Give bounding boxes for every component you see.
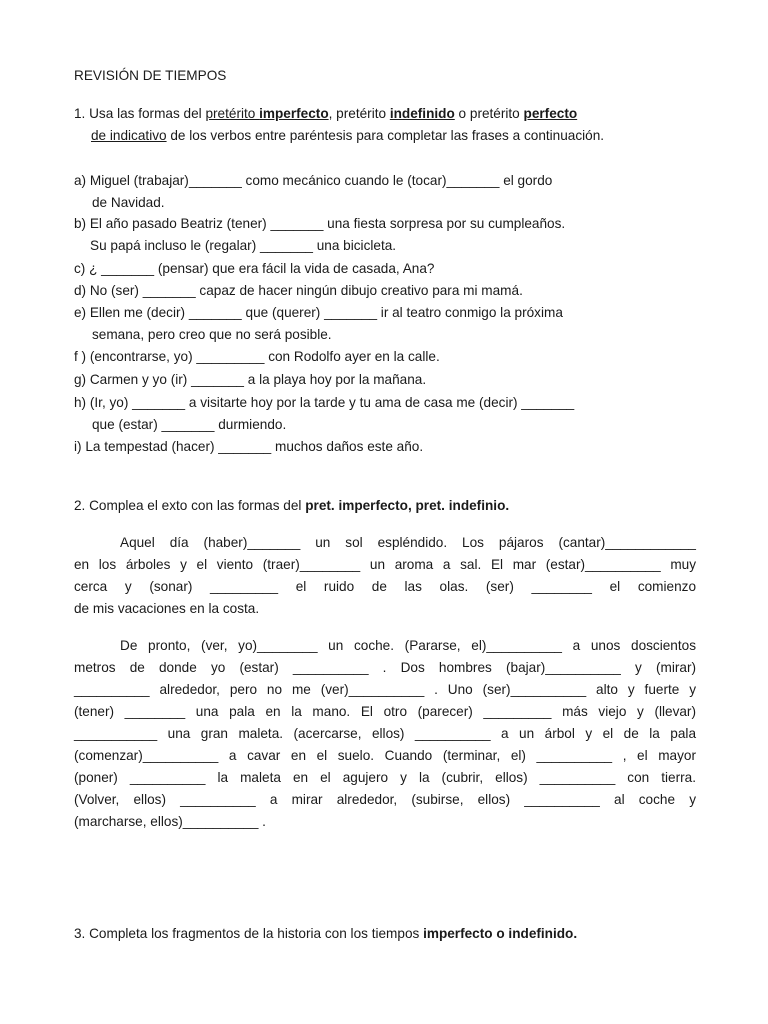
exercise-item-e: e) Ellen me (decir) _______ que (querer) _______ ir al teatro conmigo la próxima <box>74 305 563 320</box>
paragraph-line: metros de donde yo (estar) __________ . Dos hombres (bajar)__________ y (mirar) <box>74 660 696 675</box>
exercise-item-b-continued: Su papá incluso le (regalar) _______ una bicicleta. <box>90 238 397 253</box>
section2-heading: 2. Complea el exto con las formas del pret. imperfecto, pret. indefinio. <box>74 498 510 513</box>
paragraph-line: (poner) __________ la maleta en el agujero y la (cubrir, ellos) __________ con tierra. <box>74 770 696 785</box>
section2-heading-bold: pret. imperfecto, pret. indefinio. <box>305 498 510 513</box>
underlined-term: pretérito imperfecto <box>205 106 329 121</box>
paragraph-line: ___________ una gran maleta. (acercarse, ellos) __________ a un árbol y el de la pala <box>74 726 696 741</box>
section3-heading-bold: imperfecto o indefinido. <box>423 926 578 941</box>
underlined-term: indefinido <box>389 106 455 121</box>
exercise-item-e-continued: semana, pero creo que no será posible. <box>92 327 332 342</box>
paragraph-line: De pronto, (ver, yo)________ un coche. (Pararse, el)__________ a unos doscientos <box>120 638 696 653</box>
paragraph-line: cerca y (sonar) _________ el ruido de las olas. (ser) ________ el comienzo <box>74 579 696 594</box>
exercise-item-a: a) Miguel (trabajar)_______ como mecánico cuando le (tocar)_______ el gordo <box>74 173 553 188</box>
exercise-item-h-continued: que (estar) _______ durmiendo. <box>92 417 287 432</box>
paragraph-line: de mis vacaciones en la costa. <box>74 601 260 616</box>
exercise-item-i: i) La tempestad (hacer) _______ muchos daños este año. <box>74 439 424 454</box>
section1-instruction-line1: 1. Usa las formas del pretérito imperfecto, pretérito indefinido o pretérito perfecto <box>74 106 578 121</box>
exercise-item-b: b) El año pasado Beatriz (tener) _______ una fiesta sorpresa por su cumpleaños. <box>74 216 566 231</box>
section1-instruction-line2: de indicativo de los verbos entre paréntesis para completar las frases a continuación. <box>91 128 605 143</box>
paragraph-line: (comenzar)__________ a cavar en el suelo. Cuando (terminar, el) __________ , el mayor <box>74 748 696 763</box>
underlined-term: perfecto <box>523 106 578 121</box>
paragraph-line: (marcharse, ellos)__________ . <box>74 814 266 829</box>
exercise-item-g: g) Carmen y yo (ir) _______ a la playa hoy por la mañana. <box>74 372 427 387</box>
page-title: REVISIÓN DE TIEMPOS <box>74 68 227 83</box>
paragraph-line: en los árboles y el viento (traer)________ un aroma a sal. El mar (estar)__________ muy <box>74 557 696 572</box>
paragraph-line: Aquel día (haber)_______ un sol espléndido. Los pájaros (cantar)____________ <box>120 535 696 550</box>
paragraph-line: (tener) ________ una pala en la mano. El otro (parecer) _________ más viejo y (llevar) <box>74 704 696 719</box>
exercise-item-d: d) No (ser) _______ capaz de hacer ningún dibujo creativo para mi mamá. <box>74 283 523 298</box>
instruction-text: 1. Usa las formas del <box>74 106 206 121</box>
section3-heading: 3. Completa los fragmentos de la historia con los tiempos imperfecto o indefinido. <box>74 926 578 941</box>
exercise-item-f: f ) (encontrarse, yo) _________ con Rodolfo ayer en la calle. <box>74 349 440 364</box>
underlined-term: de indicativo <box>91 128 167 143</box>
paragraph-line: __________ alrededor, pero no me (ver)__________ . Uno (ser)__________ alto y fuerte y <box>74 682 696 697</box>
paragraph-line: (Volver, ellos) __________ a mirar alrededor, (subirse, ellos) __________ al coche y <box>74 792 696 807</box>
exercise-item-c: c) ¿ _______ (pensar) que era fácil la vida de casada, Ana? <box>74 261 435 276</box>
exercise-item-a-continued: de Navidad. <box>92 195 165 210</box>
exercise-item-h: h) (Ir, yo) _______ a visitarte hoy por la tarde y tu ama de casa me (decir) _______ <box>74 395 575 410</box>
